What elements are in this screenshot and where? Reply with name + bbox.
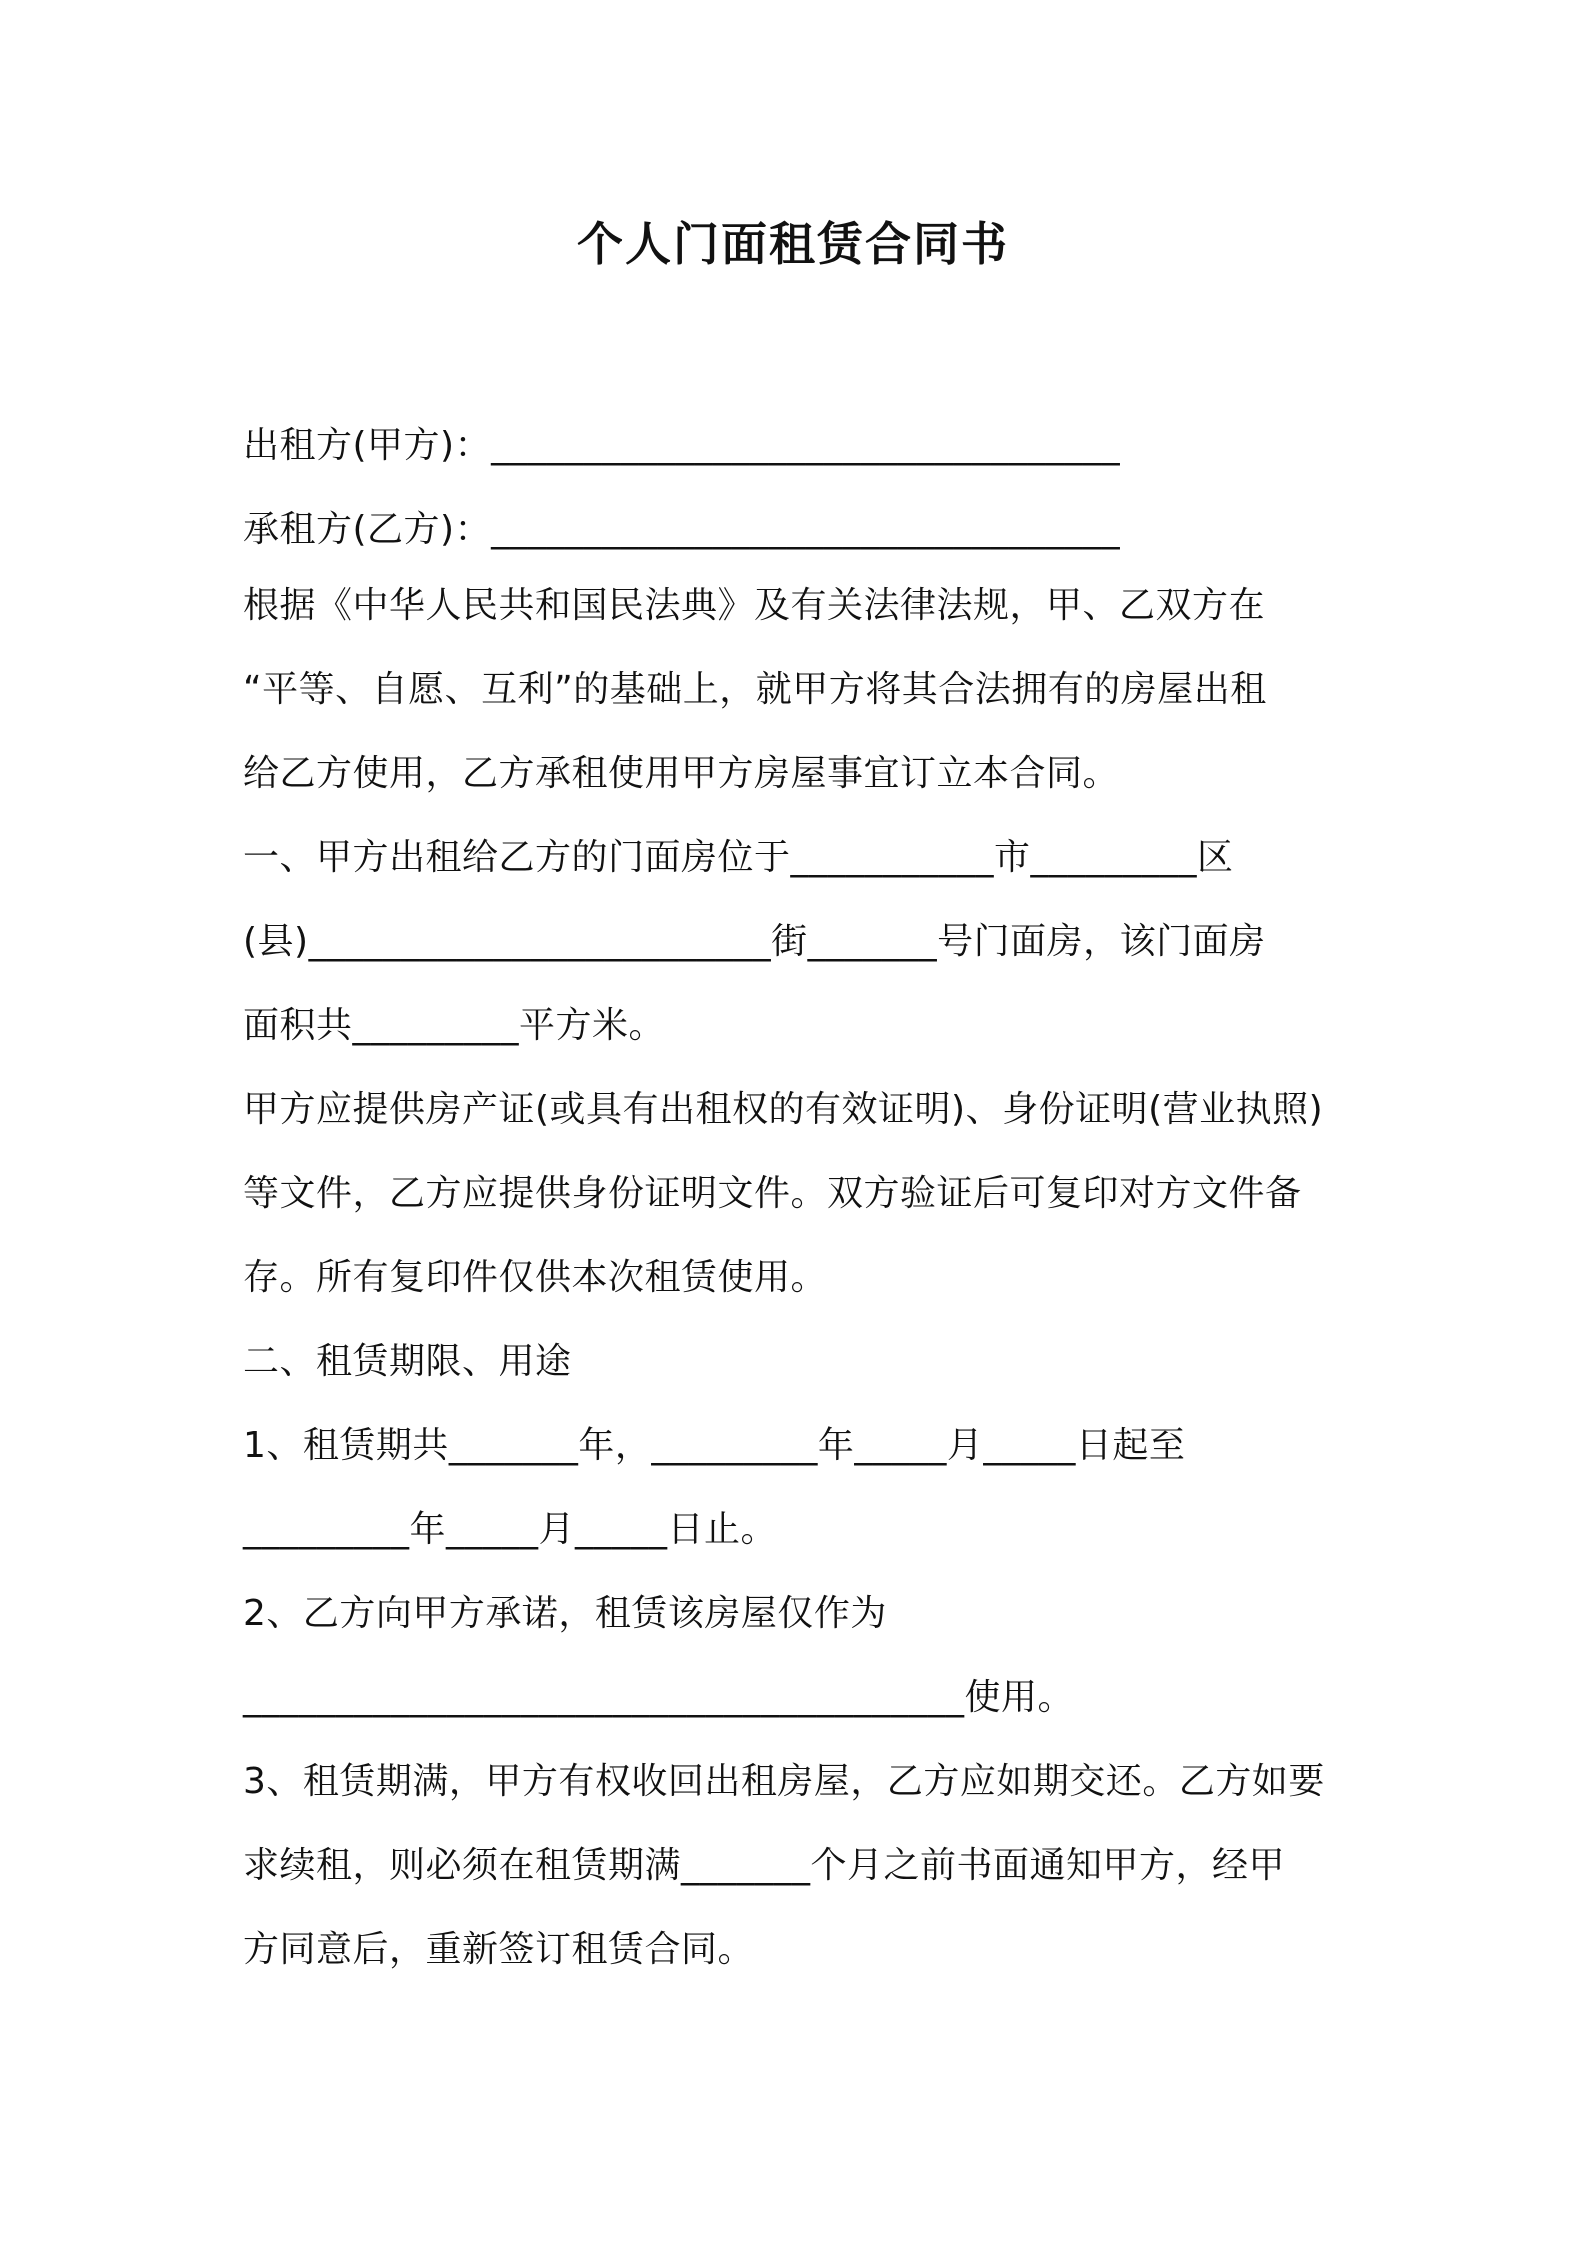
clause-1-line-1: 一、甲方出租给乙方的门面房位于___________市_________区 <box>243 837 1234 878</box>
documents-line-3: 存。所有复印件仅供本次租赁使用。 <box>243 1257 828 1298</box>
lessor-line: 出租方(甲方)：__________________________________ <box>243 425 1121 466</box>
intro-line-2: “平等、自愿、互利”的基础上，就甲方将其合法拥有的房屋出租 <box>243 669 1267 710</box>
intro-line-3: 给乙方使用，乙方承租使用甲方房屋事宜订立本合同。 <box>243 753 1120 794</box>
clause-2-3-line-3: 方同意后，重新签订租赁合同。 <box>243 1929 755 1970</box>
clause-1-line-3: 面积共_________平方米。 <box>243 1005 666 1046</box>
section-2-heading: 二、租赁期限、用途 <box>243 1341 572 1382</box>
clause-2-1-line-2: _________年_____月_____日止。 <box>243 1509 778 1550</box>
clause-2-2-line-2: _______________________________________使用。 <box>243 1677 1075 1718</box>
documents-line-1: 甲方应提供房产证(或具有出租权的有效证明)、身份证明(营业执照) <box>243 1089 1324 1130</box>
intro-line-1: 根据《中华人民共和国民法典》及有关法律法规，甲、乙双方在 <box>243 585 1266 626</box>
clause-2-3-line-2: 求续租，则必须在租赁期满_______个月之前书面通知甲方，经甲 <box>243 1845 1286 1886</box>
clause-1-line-2: (县)_________________________街_______号门面房，该门面房 <box>243 921 1266 962</box>
clause-2-2-line-1: 2、乙方向甲方承诺，租赁该房屋仅作为 <box>243 1593 887 1634</box>
page-title: 个人门面租赁合同书 <box>577 217 1009 271</box>
clause-2-1-line-1: 1、租赁期共_______年，_________年_____月_____日起至 <box>243 1425 1186 1466</box>
clause-2-3-line-1: 3、租赁期满，甲方有权收回出租房屋，乙方应如期交还。乙方如要 <box>243 1761 1325 1802</box>
lessee-line: 承租方(乙方)：__________________________________ <box>243 509 1121 550</box>
documents-line-2: 等文件，乙方应提供身份证明文件。双方验证后可复印对方文件备 <box>243 1173 1302 1214</box>
